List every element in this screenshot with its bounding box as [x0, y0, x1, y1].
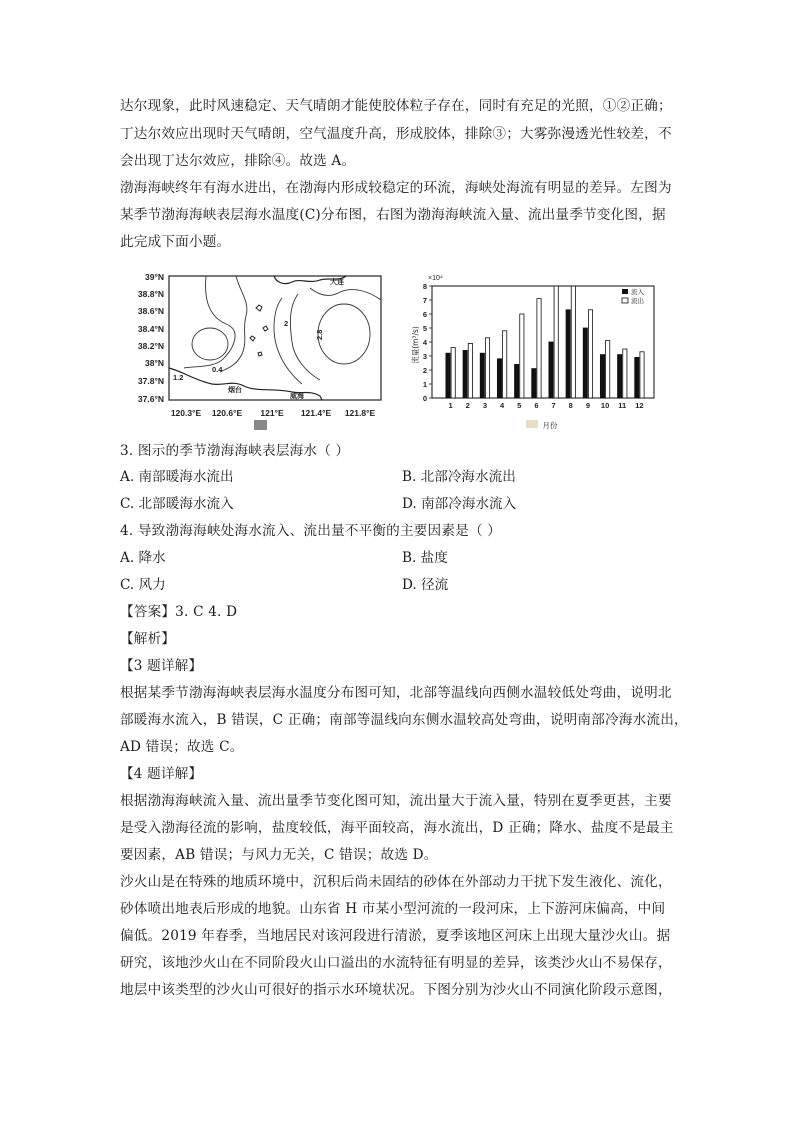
x-tick-label: 1	[448, 401, 453, 410]
lat-label: 38.6°N	[137, 306, 164, 316]
paragraph-line: 渤海海峡终年有海水进出，在渤海内形成较稳定的环流，海峡处海流有明显的差异。左图为	[120, 180, 672, 196]
flow-bar-chart	[408, 270, 678, 430]
bar-outflow	[485, 338, 489, 398]
bar-inflow	[446, 353, 450, 398]
paragraph-line: 要因素，AB 错误；与风力无关，C 错误；故选 D。	[120, 847, 438, 863]
place-label: 威海	[290, 392, 304, 400]
q4-option-b: B. 盐度	[402, 550, 448, 566]
paragraph-line: 沙火山是在特殊的地质环境中，沉积后尚未固结的砂体在外部动力干扰下发生液化、流化，	[120, 874, 672, 890]
paragraph-line: 达尔现象，此时风速稳定、天气晴朗才能使胶体粒子存在，同时有充足的光照，①②正确；	[120, 98, 672, 114]
bar-inflow	[549, 342, 553, 398]
bar-outflow	[503, 331, 507, 398]
bar-outflow	[468, 343, 472, 398]
y-axis-label: 流量(m³/s)	[411, 326, 420, 364]
y-tick-label: 1	[422, 380, 427, 389]
lon-label: 121.4°E	[300, 408, 332, 418]
bar-outflow	[606, 341, 610, 398]
bar-outflow	[640, 352, 644, 398]
x-axis-label: 月份	[542, 421, 558, 430]
x-tick-label: 6	[534, 401, 539, 410]
analysis-heading: 【解析】	[120, 631, 176, 647]
y-tick-label: 4	[422, 338, 427, 347]
sst-map-figure	[124, 268, 394, 430]
legend-label-outflow: 流出	[631, 297, 644, 305]
bar-inflow	[532, 369, 536, 398]
y-tick-label: 6	[422, 310, 427, 319]
paragraph-line: 会出现丁达尔效应，排除④。故选 A。	[120, 153, 356, 169]
bar-inflow	[618, 355, 622, 398]
contour-label: 0.4	[212, 365, 223, 374]
y-tick-label: 0	[422, 394, 427, 403]
bar-outflow	[537, 299, 541, 398]
bar-outflow	[451, 348, 455, 398]
place-label: 烟台	[228, 386, 242, 394]
lat-label: 38.2°N	[137, 341, 164, 351]
paragraph-line: 丁达尔效应出现时天气晴朗，空气温度升高，形成胶体，排除③；大雾弥漫透光性较差，不	[120, 126, 672, 142]
q4-option-d: D. 径流	[402, 577, 449, 593]
chart-legend	[622, 287, 645, 305]
paragraph-line: 根据渤海海峡流入量、流出量季节变化图可知，流出量大于流入量，特别在夏季更甚，主要	[120, 793, 672, 809]
x-tick-label: 12	[635, 401, 644, 410]
x-tick-label: 7	[551, 401, 556, 410]
bar-inflow	[515, 364, 519, 398]
x-tick-label: 9	[585, 401, 591, 410]
q4-detail-title: 【4 题详解】	[120, 766, 203, 782]
bar-outflow	[571, 286, 575, 398]
contour-label: 1.2	[173, 373, 184, 382]
lon-label: 120.3°E	[170, 408, 202, 418]
bar-outflow	[554, 286, 558, 398]
x-tick-label: 10	[600, 401, 610, 410]
y-tick-label: 3	[422, 352, 427, 361]
x-tick-label: 11	[618, 401, 627, 410]
place-label: 大连	[330, 278, 344, 286]
bar-outflow	[520, 314, 524, 398]
bar-inflow	[480, 353, 484, 398]
q3-stem: 3. 图示的季节渤海海峡表层海水（ ）	[120, 443, 350, 459]
lon-label: 120.6°E	[211, 408, 243, 418]
y-tick-label: 5	[422, 324, 427, 333]
x-tick-label: 8	[568, 401, 573, 410]
bar-inflow	[566, 310, 570, 398]
paragraph-line: 部暖海水流入，B 错误，C 正确；南部等温线向东侧水温较高处弯曲，说明南部冷海水流出，	[120, 712, 688, 728]
paragraph-line: 根据某季节渤海海峡表层海水温度分布图可知，北部等温线向西侧水温较低处弯曲，说明北	[120, 685, 672, 701]
answer-line: 【答案】3. C 4. D	[120, 604, 238, 620]
paragraph-line: 研究，该地沙火山在不同阶段火山口溢出的水流特征有明显的差异，该类沙火山不易保存，	[120, 955, 672, 971]
legend-swatch-inflow	[622, 289, 628, 294]
y-tick-label: 7	[422, 296, 427, 305]
q3-option-d: D. 南部冷海水流入	[402, 496, 517, 512]
lat-label: 39°N	[145, 272, 164, 282]
q3-detail-title: 【3 题详解】	[120, 658, 203, 674]
lon-label: 121°E	[260, 408, 284, 418]
paragraph-line: 某季节渤海海峡表层海水温度(C)分布图，右图为渤海海峡流入量、流出量季节变化图，据	[120, 207, 666, 223]
y-tick-label: 2	[422, 366, 427, 375]
contour-label: 2.8	[315, 329, 324, 340]
q3-option-a: A. 南部暖海水流出	[120, 469, 234, 485]
bar-outflow	[623, 349, 627, 398]
x-tick-label: 5	[517, 401, 522, 410]
lat-label: 37.8°N	[137, 376, 164, 386]
bar-inflow	[497, 359, 501, 398]
q4-stem: 4. 导致渤海海峡处海水流入、流出量不平衡的主要因素是（ ）	[120, 523, 502, 539]
x-tick-label: 2	[465, 401, 470, 410]
q4-option-a: A. 降水	[120, 550, 166, 566]
map-marker	[254, 420, 267, 430]
lat-label: 38°N	[145, 358, 164, 368]
legend-label-inflow: 流入	[631, 288, 644, 296]
paragraph-line: AD 错误；故选 C。	[120, 739, 244, 755]
paragraph-line: 砂体喷出地表后形成的地貌。山东省 H 市某小型河流的一段河床，上下游河床偏高，中间	[120, 901, 666, 917]
x-tick-label: 3	[482, 401, 488, 410]
paragraph-line: 偏低。2019 年春季，当地居民对该河段进行清淤，夏季该地区河床上出现大量沙火山。据	[120, 928, 671, 944]
multiplier-label: ×10⁴	[428, 275, 443, 282]
bar-outflow	[588, 310, 592, 398]
y-tick-label: 8	[422, 282, 427, 291]
paragraph-line: 此完成下面小题。	[120, 234, 231, 250]
bar-inflow	[583, 328, 587, 398]
bar-inflow	[635, 357, 639, 398]
x-tick-label: 4	[499, 401, 505, 410]
lat-label: 38.4°N	[137, 324, 164, 334]
lat-label: 38.8°N	[137, 289, 164, 299]
lon-label: 121.8°E	[344, 408, 376, 418]
q3-option-c: C. 北部暖海水流入	[120, 496, 234, 512]
lat-label: 37.6°N	[137, 394, 164, 404]
contour-label: 2	[284, 319, 289, 328]
paragraph-line: 是受入渤海径流的影响，盐度较低，海平面较高，海水流出，D 正确；降水、盐度不是最主	[120, 820, 674, 836]
bar-inflow	[463, 350, 467, 398]
q3-option-b: B. 北部冷海水流出	[402, 469, 516, 485]
q4-option-c: C. 风力	[120, 577, 166, 593]
bar-inflow	[600, 355, 604, 398]
chart-marker	[526, 420, 538, 428]
paragraph-line: 地层中该类型的沙火山可很好的指示水环境状况。下图分别为沙火山不同演化阶段示意图，	[120, 982, 672, 998]
legend-swatch-outflow	[622, 298, 628, 303]
